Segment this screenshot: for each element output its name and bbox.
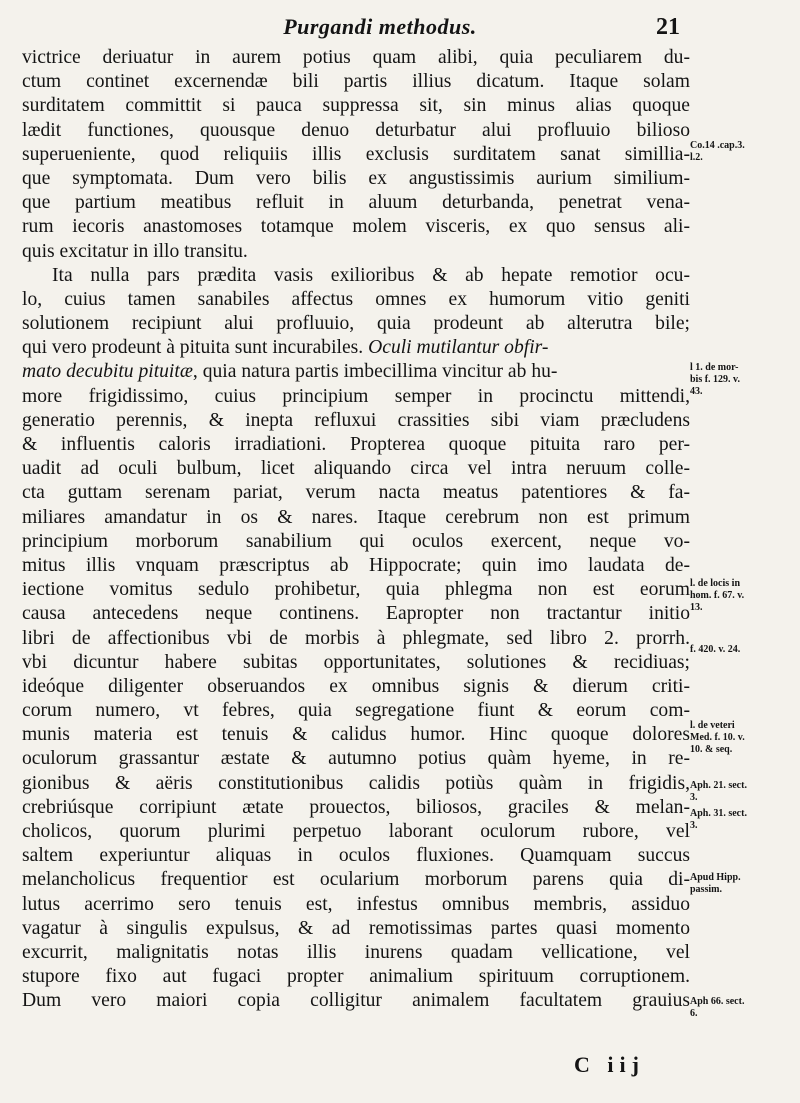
marginal-note-line: Apud Hipp.	[690, 872, 741, 883]
text-segment: , quia natura partis imbecillima vincitur ab hu-	[192, 361, 558, 383]
marginal-note	[690, 780, 798, 804]
text-line: principium morborum sanabilium qui oculos exercent, neque vo-	[22, 530, 690, 552]
text-line: miliares amandatur in os & nares. Itaque cerebrum non est primum	[22, 506, 690, 528]
text-line	[22, 360, 690, 384]
marginal-note-line: 13.	[690, 602, 703, 613]
text-line: lædit functiones, quousque denuo deturbatur alui profluuio bilioso	[22, 119, 690, 141]
marginal-note-line: f. 420. v. 24.	[690, 644, 741, 655]
text-line: surditatem committit si pauca suppressa sit, sin minus alias quoque	[22, 95, 690, 117]
signature-mark: C iij	[574, 1052, 645, 1077]
text-line: corum numero, vt febres, quia segregatione fiunt & eorum com-	[22, 700, 690, 722]
text-line: ideóque diligenter obseruandos ex omnibus signis & dierum criti-	[22, 675, 690, 697]
marginal-note-line: Aph. 21. sect.	[690, 780, 747, 791]
marginal-note-line: bis f. 129. v.	[690, 374, 741, 385]
text-line: quis excitatur in illo transitu.	[22, 240, 248, 262]
text-line: more frigidissimo, cuius principium semper in procinctu mittendi,	[22, 385, 690, 407]
text-line: causa antecedens neque continens. Eapropter non tractantur initio	[22, 603, 690, 625]
text-line: oculorum grassantur æstate & autumno potius quàm hyeme, in re-	[22, 748, 690, 770]
text-line: crebriúsque corripiunt ætate prouectos, biliosos, graciles & melan-	[22, 796, 690, 818]
text-line: que symptomata. Dum vero bilis ex angustissimis aurium similium-	[22, 167, 690, 189]
text-line: Dum vero maiori copia colligitur animalem facultatem grauius	[22, 990, 690, 1012]
marginal-note	[690, 808, 798, 832]
marginal-note-line: 6.	[690, 1008, 698, 1019]
text-line: victrice deriuatur in aurem potius quam alibi, quia peculiarem du-	[22, 47, 690, 68]
text-line: saltem experiuntur aliquas in oculos fluxiones. Quamquam succus	[22, 845, 690, 867]
text-line: solutionem recipiunt alui profluuio, quia prodeunt ab alterutra bile;	[22, 313, 690, 335]
marginal-note-line: Aph 66. sect.	[690, 996, 745, 1007]
text-line: libri de affectionibus vbi de morbis à phlegmate, sed libro 2. prorrh.	[22, 627, 690, 649]
marginal-note	[690, 140, 798, 164]
marginal-note-line: l. de veteri	[690, 720, 735, 731]
text-line: superueniente, quod reliquiis illis exclusis surditatem sanat simillia-	[22, 143, 690, 165]
text-line: ctum continet excernendæ bili partis illius dicatum. Itaque solam	[22, 71, 690, 93]
marginal-note	[690, 872, 798, 896]
marginal-note-line: 3.	[690, 792, 698, 803]
marginal-note-line: l 1. de mor-	[690, 362, 739, 373]
marginal-note-line: Co.14 .cap.3.	[690, 140, 745, 151]
text-line: iectione vomitus sedulo prohibetur, quia phlegma non est eorum	[22, 579, 690, 601]
text-line: mitus illis vnquam præscriptus ab Hippocrate; quin imo laudata de-	[22, 554, 690, 576]
marginal-note	[690, 720, 798, 756]
marginal-note	[690, 644, 798, 656]
text-line: munis materia est tenuis & calidus humor. Hinc quoque dolores	[22, 724, 690, 746]
text-line: melancholicus frequentior est ocularium morborum parens quia di-	[22, 869, 690, 891]
text-line: & influentis caloris irradiationi. Propterea quoque pituita raro per-	[22, 434, 690, 455]
italic-phrase: Oculi mutilantur obfir-	[368, 337, 549, 359]
text-line	[22, 336, 690, 360]
marginal-note-line: hom. f. 67. v.	[690, 590, 745, 601]
marginal-note-line: l. de locis in	[690, 578, 741, 589]
text-line: uadit ad oculi bulbum, licet aliquando circa vel intra neruum colle-	[22, 458, 690, 480]
marginal-note	[690, 578, 798, 614]
text-line: Ita nulla pars prædita vasis exilioribus & ab hepate remotior ocu-	[52, 264, 690, 286]
text-line: lutus acerrimo sero tenuis est, infestus omnibus membris, assiduo	[22, 893, 690, 915]
text-line: lo, cuius tamen sanabiles affectus omnes ex humorum vitio geniti	[22, 288, 690, 310]
marginal-note	[690, 996, 798, 1020]
marginal-note-line: Aph. 31. sect.	[690, 808, 747, 819]
italic-phrase-end: mato decubitu pituitæ	[22, 361, 193, 383]
text-line: cholicos, quorum plurimi perpetuo laborant oculorum rubore, vel	[22, 821, 690, 842]
marginal-note	[690, 362, 798, 398]
text-line: cta guttam serenam pariat, verum nacta meatus patentiores & fa-	[22, 482, 690, 504]
body-text	[22, 46, 690, 1014]
text-line: stupore fixo aut fugaci propter animalium spirituum corruptionem.	[22, 966, 690, 988]
text-line: generatio perennis, & inepta refluxui crassities sibi viam præcludens	[22, 409, 690, 431]
text-line: excurrit, malignitatis notas illis inurens quadam vellicatione, vel	[22, 941, 690, 963]
running-title: Purgandi methodus.	[283, 14, 477, 39]
text-line: gionibus & aëris constitutionibus calidis potiùs quàm in frigidis,	[22, 772, 690, 794]
page-number: 21	[656, 14, 680, 40]
marginal-note-line: l.2.	[690, 152, 703, 163]
marginal-note-line: 10. & seq.	[690, 744, 733, 755]
marginal-note-line: 3.	[690, 820, 698, 831]
marginal-note-line: Med. f. 10. v.	[690, 732, 745, 743]
marginal-note-line: passim.	[690, 884, 722, 895]
text-line: que partium meatibus refluit in aluum deturbanda, penetrat vena-	[22, 192, 690, 214]
marginal-note-line: 43.	[690, 386, 703, 397]
text-line: rum iecoris anastomoses totamque molem visceris, ex quo sensus ali-	[22, 216, 690, 238]
text-segment: qui vero prodeunt à pituita sunt incurabiles.	[22, 337, 364, 359]
text-line: vagatur à singulis expulsus, & ad remotissimas partes quasi momento	[22, 917, 690, 939]
text-line: vbi dicuntur habere subitas opportunitates, solutiones & recidiuas;	[22, 651, 690, 673]
